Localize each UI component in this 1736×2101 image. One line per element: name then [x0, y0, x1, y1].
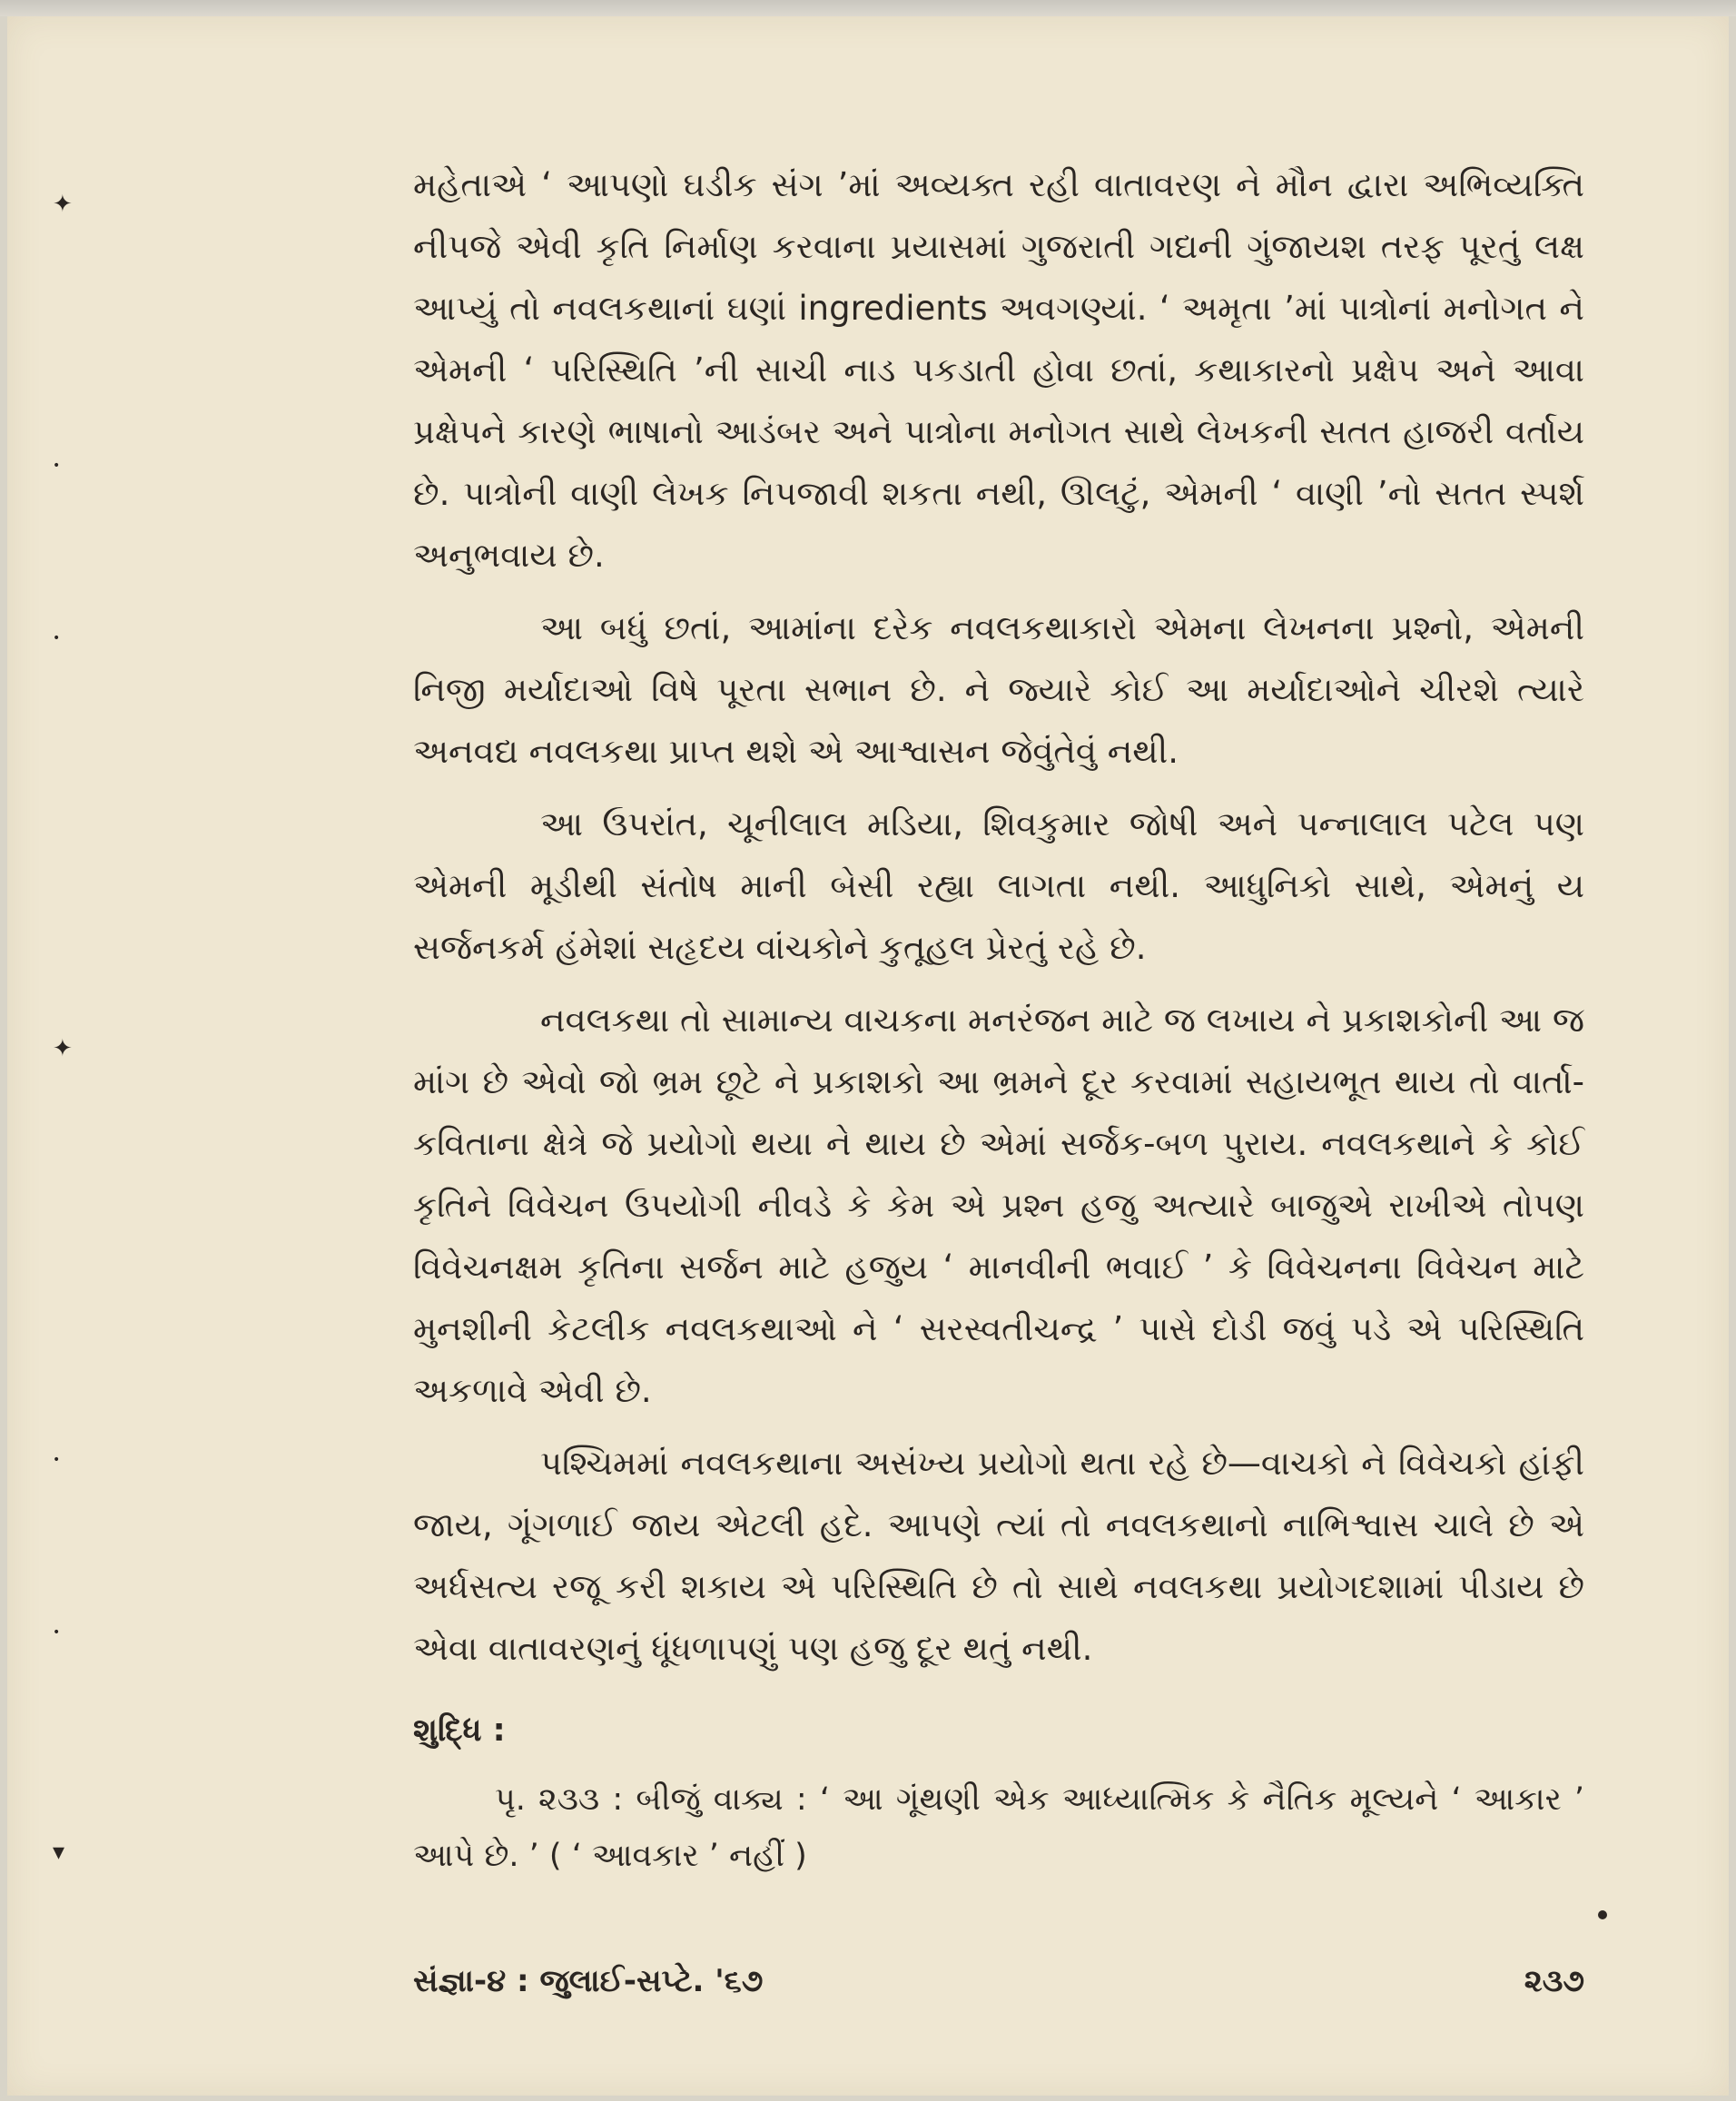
binding-hole-mark: ✦ — [53, 1035, 73, 1062]
paragraph: પશ્ચિમમાં નવલકથાના અસંખ્ય પ્રયોગો થતા રહે છે—વાચકો ને વિવેચકો હાંફી જાય, ગૂંગળાઈ જાય એટલી હદે. આપણે ત્યાં તો નવલકથાનો નાભિશ્વાસ ચાલે છે એ અર્ધસત્ય રજૂ કરી શકાય એ પરિસ્થિતિ છે તો સાથે નવલકથા પ્રયોગદશામાં પીડાય છે એવા વાતાવરણનું ધૂંધળાપણું પણ હજુ દૂર થતું નથી. — [413, 1444, 1584, 1668]
article-body — [413, 154, 1584, 1691]
errata-text: પૃ. ૨૩૩ : બીજું વાક્ય : ‘ આ ગૂંથણી એક આધ્યાત્મિક કે નૈતિક મૂલ્યને ‘ આકાર ’ આપે છે. ’ ( ‘ આવકાર ’ નહીં ) — [413, 1781, 1584, 1874]
scan-top-edge — [0, 0, 1736, 16]
page-number: ૨૩૭ — [1524, 1963, 1584, 1999]
paragraph: આ બધું છતાં, આમાંના દરેક નવલકથાકારો એમના લેખનના પ્રશ્નો, એમની નિજી મર્યાદાઓ વિષે પૂરતા સભાન છે. ને જ્યારે કોઈ આ મર્યાદાઓને ચીરશે ત્યારે અનવદ્ય નવલકથા પ્રાપ્ત થશે એ આશ્વાસન જેવુંતેવું નથી. — [413, 608, 1584, 771]
paragraph: આ ઉપરાંત, ચૂનીલાલ મડિયા, શિવકુમાર જોષી અને પન્નાલાલ પટેલ પણ એમની મૂડીથી સંતોષ માની બેસી રહ્યા લાગતા નથી. આધુનિકો સાથે, એમનું ય સર્જનકર્મ હંમેશાં સહૃદય વાંચકોને કુતૂહલ પ્રેરતું રહે છે. — [413, 804, 1584, 967]
binding-hole-mark: • — [53, 1625, 61, 1640]
errata-title: શુદ્ધિ : — [413, 1712, 506, 1749]
binding-hole-mark: • — [53, 631, 61, 646]
paragraph: મહેતાએ ‘ આપણો ઘડીક સંગ ’માં અવ્યક્ત રહી વાતાવરણ ને મૌન દ્વારા અભિવ્યક્તિ નીપજે એવી કૃતિ નિર્માણ કરવાના પ્રયાસમાં ગુજરાતી ગદ્યની ગુંજાયશ તરફ પૂરતું લક્ષ આપ્યું તો નવલકથાનાં ઘણાં ingredients અવગણ્યાં. ‘ અમૃતા ’માં પાત્રોનાં મનોગત ને એમની ‘ પરિસ્થિતિ ’ની સાચી નાડ પકડાતી હોવા છતાં, કથાકારનો પ્રક્ષેપ અને આવા પ્રક્ષેપને કારણે ભાષાનો આડંબર અને પાત્રોના મનોગત સાથે લેખકની સતત હાજરી વર્તાય છે. પાત્રોની વાણી લેખક નિપજાવી શકતા નથી, ઊલટું, એમની ‘ વાણી ’નો સતત સ્પર્શ અનુભવાય છે. — [413, 165, 1584, 575]
binding-hole-mark: ▾ — [53, 1839, 65, 1866]
journal-issue: સંજ્ઞા-૪ : જુલાઈ-સપ્ટે. '૬૭ — [413, 1963, 764, 1999]
page-footer — [413, 1963, 1584, 1999]
errata-section — [413, 1702, 1584, 1884]
binding-hole-mark: ✦ — [53, 191, 73, 218]
ink-dot — [1598, 1910, 1607, 1919]
binding-hole-mark: • — [53, 459, 61, 473]
paragraph: નવલકથા તો સામાન્ય વાચકના મનરંજન માટે જ લખાય ને પ્રકાશકોની આ જ માંગ છે એવો જો ભ્રમ છૂટે ને પ્રકાશકો આ ભ્રમને દૂર કરવામાં સહાયભૂત થાય તો વાર્તા-કવિતાના ક્ષેત્રે જે પ્રયોગો થયા ને થાય છે એમાં સર્જક-બળ પુરાય. નવલકથાને કે કોઈ કૃતિને વિવેચન ઉપયોગી નીવડે કે કેમ એ પ્રશ્ન હજુ અત્યારે બાજુએ રાખીએ તોપણ વિવેચનક્ષમ કૃતિના સર્જન માટે હજુય ‘ માનવીની ભવાઈ ’ કે વિવેચનના વિવેચન માટે મુનશીની કેટલીક નવલકથાઓ ને ‘ સરસ્વતીચન્દ્ર ’ પાસે દોડી જવું પડે એ પરિસ્થિતિ અકળાવે એવી છે. — [413, 1001, 1584, 1410]
binding-hole-mark: • — [53, 1453, 61, 1467]
